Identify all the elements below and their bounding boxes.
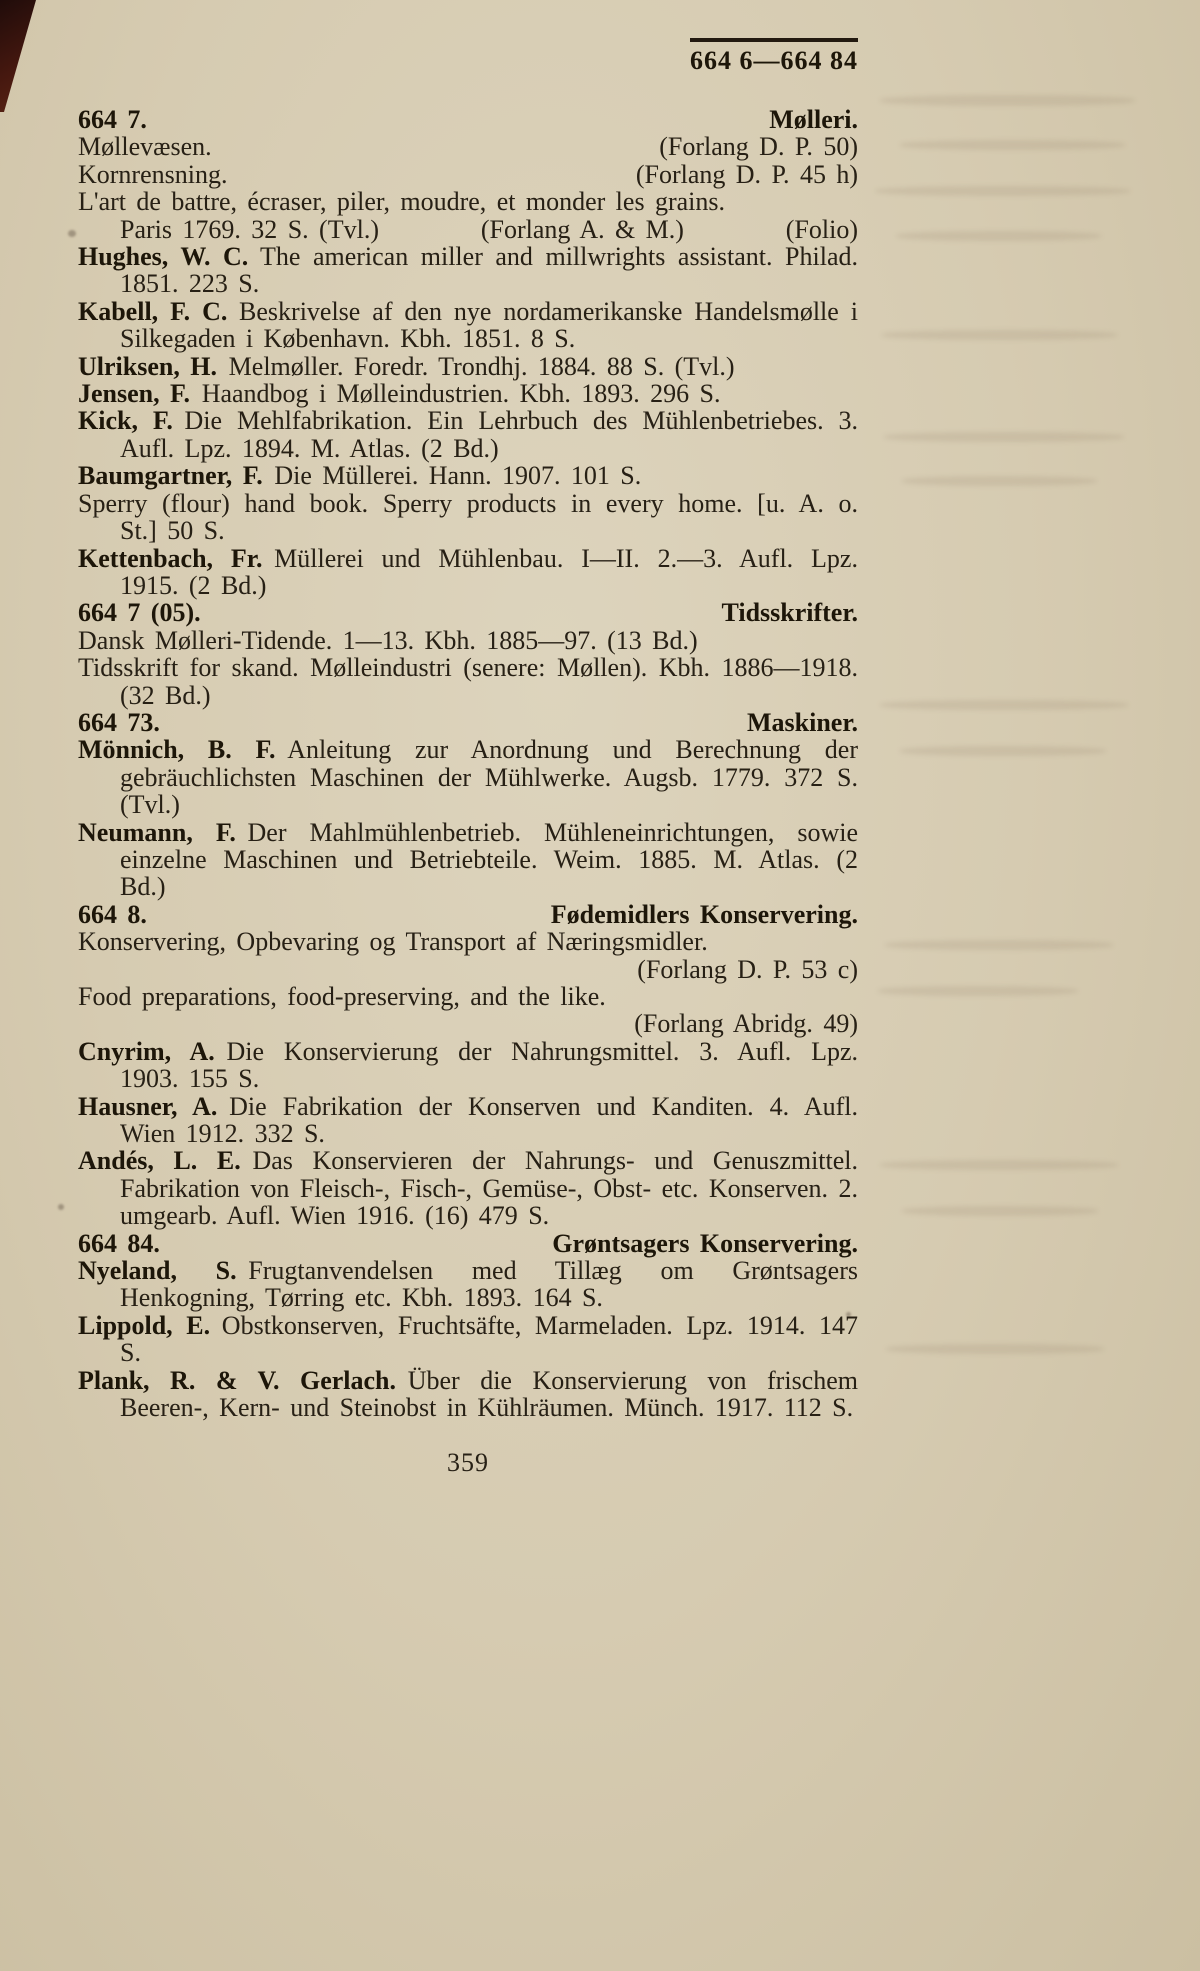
entry-text: Die Müllerei. Hann. 1907. 101 S.	[274, 461, 642, 491]
ghost-mark	[886, 1344, 1104, 1354]
entry-text: Paris 1769. 32 S. (Tvl.)	[120, 214, 379, 244]
bibliography-entry	[78, 654, 858, 709]
section-number: 664 84.	[78, 1228, 160, 1258]
entry-line	[78, 161, 858, 188]
entry-text: Über die Konservierung von frischem Beeren-, Kern- und Steinobst in Kühlräumen. Münch. 1917. 112 S.	[120, 1365, 858, 1423]
entry-text: Müllerei und Mühlenbau. I—II. 2.—3. Aufl. Lpz. 1915. (2 Bd.)	[120, 543, 858, 600]
entry-line	[78, 216, 858, 243]
entry-author: Mönnich, B. F.	[78, 735, 276, 765]
section-number: 664 7 (05).	[78, 598, 201, 628]
bibliography-entry	[78, 545, 858, 600]
entry-author: Neumann, F.	[78, 817, 236, 847]
section-number: 664 73.	[78, 707, 160, 737]
ghost-mark	[880, 1160, 1118, 1170]
entry-text: Obstkonserven, Fruchtsäfte, Marmeladen. Lpz. 1914. 147 S.	[120, 1310, 858, 1368]
section-title: Mølleri.	[769, 105, 858, 134]
entry-text: Beskrivelse af den nye nordamerikanske Handelsmølle i Silkegaden i København. Kbh. 1851. 8 S.	[120, 296, 858, 354]
reference-text: (Forlang D. P. 53 c)	[637, 954, 858, 984]
entry-text: (Forlang A. & M.)	[480, 214, 684, 244]
ghost-mark	[900, 140, 1125, 150]
entry-author: Andés, L. E.	[78, 1146, 241, 1176]
bibliography-entry	[78, 490, 858, 545]
section-title: Tidsskrifter.	[721, 598, 858, 628]
bibliography-entry	[78, 736, 858, 818]
section-title: Grøntsagers Konservering.	[552, 1228, 858, 1258]
page-header	[78, 38, 858, 80]
page-number: 359	[447, 1447, 489, 1477]
bibliography-entry	[78, 407, 858, 462]
bibliography-entry	[78, 1093, 858, 1148]
entry-author: Jensen, F.	[78, 379, 191, 409]
entry-author: Baumgartner, F.	[78, 461, 263, 491]
book-edge-artifact	[0, 0, 36, 112]
reference-text: (Forlang D. P. 50)	[659, 132, 858, 162]
entry-author: Cnyrim, A.	[78, 1036, 215, 1066]
bibliography-entry	[78, 380, 858, 407]
ghost-mark	[896, 231, 1101, 241]
entry-author: Hausner, A.	[78, 1091, 218, 1121]
paper-speck	[68, 230, 76, 237]
entry-text: Sperry (flour) hand book. Sperry products in every home. [u. A. o. St.] 50 S.	[78, 488, 858, 546]
bibliography-entry	[78, 819, 858, 901]
entry-line	[78, 956, 858, 983]
ghost-mark	[882, 330, 1117, 340]
entry-text: Die Mehlfabrikation. Ein Lehrbuch des Mühlenbetriebes. 3. Aufl. Lpz. 1894. M. Atlas. (2 Bd.)	[120, 406, 859, 463]
entry-text: Frugtanvendelsen med Tillæg om Grøntsagers Henkogning, Tørring etc. Kbh. 1893. 164 S.	[120, 1256, 858, 1313]
bibliography-entry	[78, 627, 858, 654]
entry-text: Anleitung zur Anordnung und Berechnung der gebräuchlichsten Maschinen der Mühlwerke. Augsb. 1779. 372 S. (Tvl.)	[120, 735, 858, 820]
reference-text: (Forlang D. P. 45 h)	[635, 159, 858, 189]
entry-text: Food preparations, food-preserving, and the like.	[78, 982, 606, 1011]
book-page	[78, 38, 858, 1478]
bibliography-entry	[78, 928, 858, 955]
entry-text: Die Konservierung der Nahrungsmittel. 3. Aufl. Lpz. 1903. 155 S.	[120, 1036, 858, 1094]
section-heading	[78, 1230, 858, 1257]
entry-text: (Folio)	[785, 214, 858, 244]
entry-author: Nyeland, S.	[78, 1256, 237, 1286]
ghost-mark	[880, 95, 1135, 106]
entry-text: Melmøller. Foredr. Trondhj. 1884. 88 S. (Tvl.)	[228, 351, 735, 381]
entry-text: Dansk Mølleri-Tidende. 1—13. Kbh. 1885—97. (13 Bd.)	[78, 625, 698, 655]
section-number: 664 8.	[78, 899, 147, 929]
ghost-mark	[880, 700, 1128, 710]
entry-author: Kick, F.	[78, 406, 173, 436]
ghost-mark	[885, 940, 1113, 950]
ghost-mark	[902, 476, 1097, 486]
bibliography-entry	[78, 243, 858, 298]
bibliography-entry	[78, 1038, 858, 1093]
bibliography-entry	[78, 1367, 858, 1422]
bibliography-entry	[78, 1257, 858, 1312]
entry-author: Kabell, F. C.	[78, 296, 228, 326]
entry-text: Konservering, Opbevaring og Transport af Næringsmidler.	[78, 927, 708, 957]
entries	[78, 106, 858, 1422]
ghost-mark	[902, 1206, 1098, 1216]
entry-text: Kornrensning.	[78, 159, 228, 189]
section-heading	[78, 599, 858, 626]
ghost-mark	[875, 186, 1130, 196]
reference-text: (Forlang Abridg. 49)	[634, 1009, 858, 1039]
section-title: Maskiner.	[747, 707, 858, 737]
bibliography-entry	[78, 1312, 858, 1367]
section-number: 664 7.	[78, 105, 147, 134]
entry-author: Hughes, W. C.	[78, 242, 249, 272]
entry-author: Lippold, E.	[78, 1310, 211, 1340]
entry-text: Haandbog i Mølleindustrien. Kbh. 1893. 296 S.	[201, 379, 721, 409]
ghost-mark	[884, 432, 1124, 442]
ghost-mark	[900, 746, 1106, 756]
section-heading	[78, 709, 858, 736]
section-heading	[78, 901, 858, 928]
entry-text: Møllevæsen.	[78, 132, 212, 162]
bibliography-entry	[78, 983, 858, 1010]
ghost-mark	[878, 986, 1078, 996]
entry-author: Plank, R. & V. Gerlach.	[78, 1365, 397, 1395]
bibliography-entry	[78, 1147, 858, 1229]
entry-author: Kettenbach, Fr.	[78, 543, 263, 573]
entry-author: Ulriksen, H.	[78, 351, 217, 381]
entry-line	[78, 1010, 858, 1037]
bibliography-entry	[78, 188, 858, 215]
entry-line	[78, 133, 858, 160]
section-heading	[78, 106, 858, 133]
bibliography-entry	[78, 353, 858, 380]
entry-text: The american miller and millwrights assistant. Philad. 1851. 223 S.	[120, 242, 858, 299]
paper-speck	[58, 1204, 64, 1210]
entry-text: Das Konservieren der Nahrungs- und Genuszmittel. Fabrikation von Fleisch-, Fisch-, Gemüse-, Obst- etc. Konserven. 2. umgearb. Aufl. Wien 1916. (16) 479 S.	[120, 1146, 859, 1231]
entry-text: Tidsskrift for skand. Mølleindustri (senere: Møllen). Kbh. 1886—1918. (32 Bd.)	[78, 653, 858, 710]
entry-text: L'art de battre, écraser, piler, moudre, et monder les grains.	[78, 187, 726, 217]
bibliography-entry	[78, 298, 858, 353]
bibliography-entry	[78, 462, 858, 489]
section-title: Fødemidlers Konservering.	[550, 899, 858, 929]
entry-text: Die Fabrikation der Konserven und Kanditen. 4. Aufl. Wien 1912. 332 S.	[120, 1091, 858, 1149]
entry-text: Der Mahlmühlenbetrieb. Mühleneinrichtungen, sowie einzelne Maschinen und Betriebteile. Weim. 1885. M. Atlas. (2 Bd.)	[120, 817, 859, 902]
catalog-range: 664 6—664 84	[690, 38, 858, 76]
